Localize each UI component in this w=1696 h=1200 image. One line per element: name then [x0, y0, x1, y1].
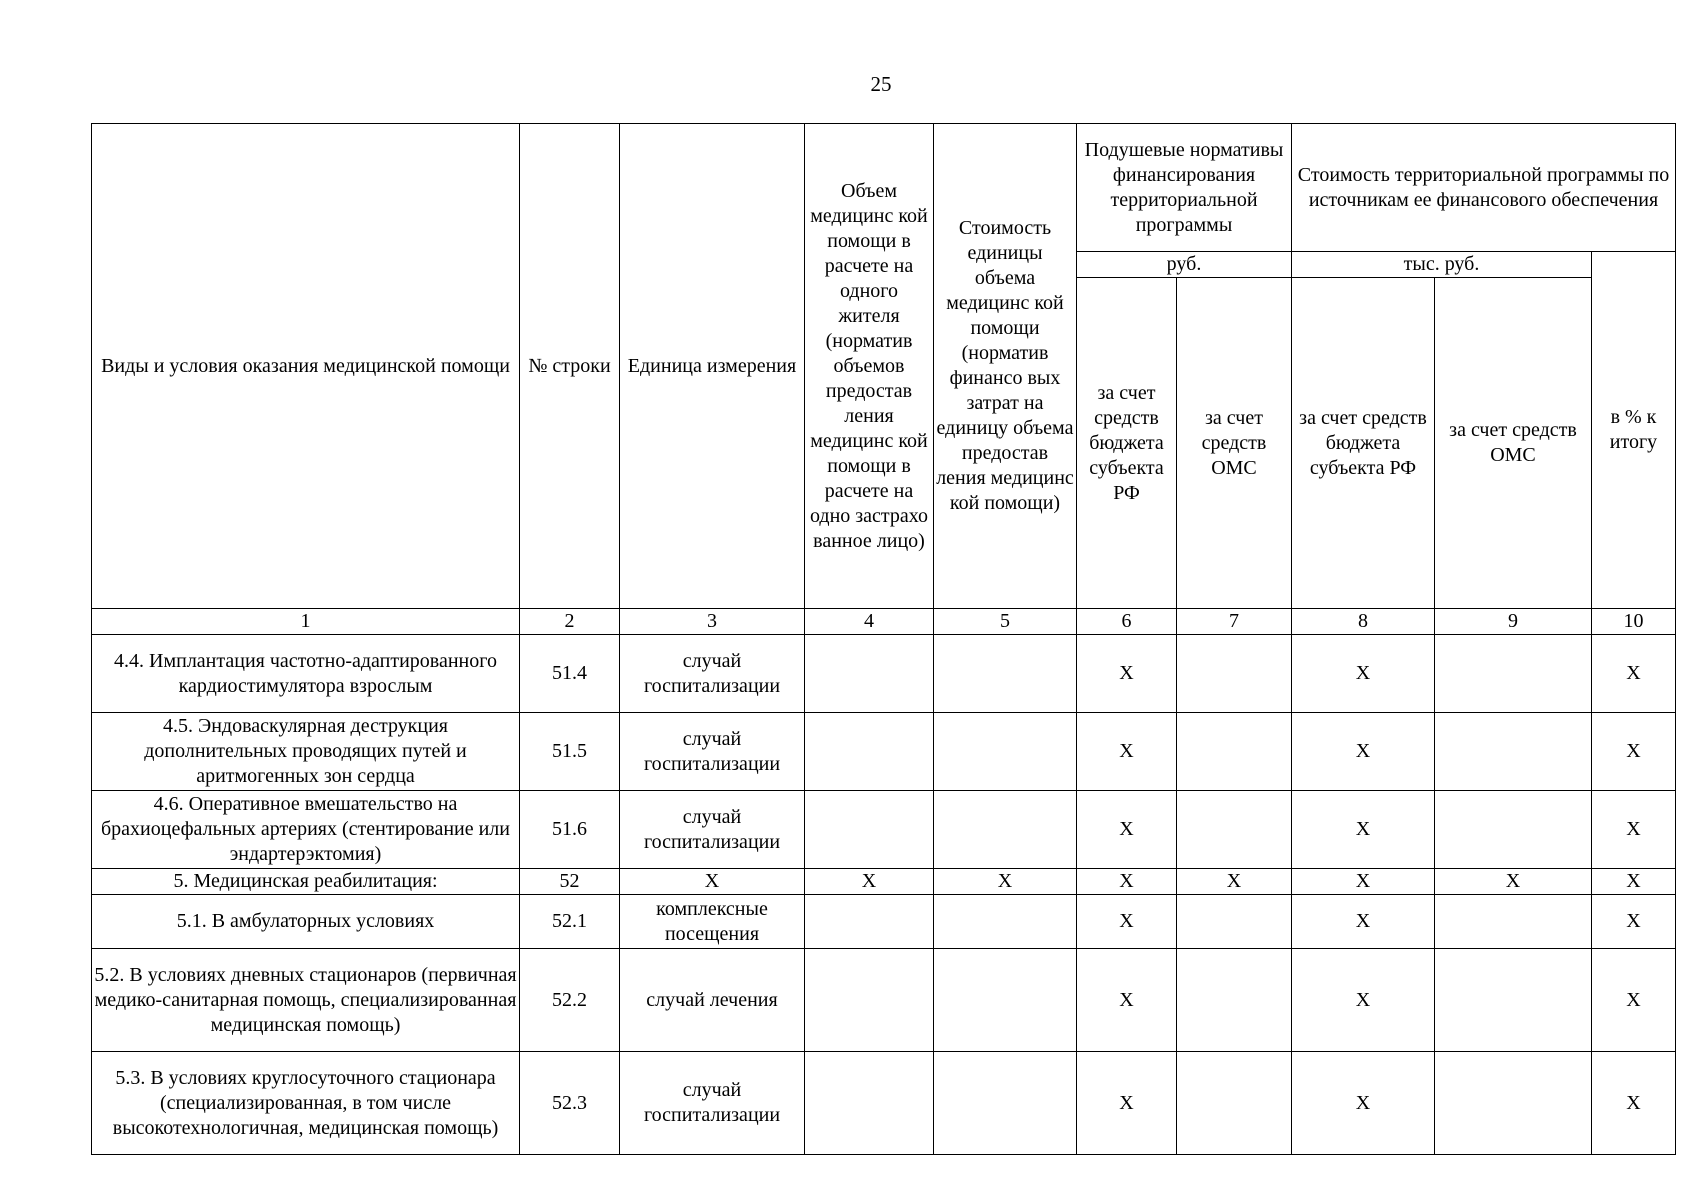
column-number: 8 — [1292, 609, 1435, 635]
table-row — [92, 869, 1676, 895]
header-percent-of-total: в % к итогу — [1592, 252, 1676, 609]
row-unit-cost: X — [934, 869, 1077, 895]
row-percent: X — [1592, 791, 1676, 869]
row-unit-cost — [934, 1052, 1077, 1155]
header-percapita-oms: за счет средств ОМС — [1177, 278, 1292, 609]
row-line-number: 52 — [520, 869, 620, 895]
column-number: 10 — [1592, 609, 1676, 635]
row-percent: X — [1592, 949, 1676, 1052]
row-unit: случай госпитализации — [620, 791, 805, 869]
row-percapita-budget: X — [1077, 791, 1177, 869]
row-cost-oms — [1435, 713, 1592, 791]
row-name: 5. Медицинская реабилитация: — [92, 869, 520, 895]
financing-table — [91, 123, 1676, 1155]
column-number: 9 — [1435, 609, 1592, 635]
row-name: 4.4. Имплантация частотно-адаптированного кардиостимулятора взрослым — [92, 635, 520, 713]
header-unit-thousand-rub: тыс. руб. — [1292, 252, 1592, 278]
row-unit: случай госпитализации — [620, 713, 805, 791]
row-cost-budget: X — [1292, 1052, 1435, 1155]
header-types-conditions: Виды и условия оказания медицинской помощи — [92, 124, 520, 609]
row-percapita-oms — [1177, 895, 1292, 949]
row-name: 5.1. В амбулаторных условиях — [92, 895, 520, 949]
row-unit-cost — [934, 635, 1077, 713]
table-row — [92, 895, 1676, 949]
row-percapita-oms — [1177, 635, 1292, 713]
column-number-row — [92, 609, 1676, 635]
row-cost-budget: X — [1292, 895, 1435, 949]
header-cost-budget: за счет средств бюджета субъекта РФ — [1292, 278, 1435, 609]
row-cost-budget: X — [1292, 869, 1435, 895]
row-volume — [805, 791, 934, 869]
row-percapita-oms — [1177, 1052, 1292, 1155]
row-cost-oms — [1435, 635, 1592, 713]
row-unit-cost — [934, 791, 1077, 869]
row-unit-cost — [934, 895, 1077, 949]
header-unit-cost: Стоимость единицы объема медицинс кой помощи (норматив финансо вых затрат на единицу объема предостав ления медицинс кой помощи) — [934, 124, 1077, 609]
column-number: 5 — [934, 609, 1077, 635]
row-line-number: 51.6 — [520, 791, 620, 869]
row-cost-oms — [1435, 791, 1592, 869]
header-unit: Единица измерения — [620, 124, 805, 609]
row-cost-budget: X — [1292, 713, 1435, 791]
table-row — [92, 713, 1676, 791]
row-percent: X — [1592, 713, 1676, 791]
table-row — [92, 791, 1676, 869]
column-number: 3 — [620, 609, 805, 635]
header-percapita-budget: за счет средств бюджета субъекта РФ — [1077, 278, 1177, 609]
row-percent: X — [1592, 869, 1676, 895]
column-number: 6 — [1077, 609, 1177, 635]
row-cost-budget: X — [1292, 791, 1435, 869]
row-unit: случай госпитализации — [620, 635, 805, 713]
row-name: 4.5. Эндоваскулярная деструкция дополнительных проводящих путей и аритмогенных зон сердца — [92, 713, 520, 791]
row-cost-budget: X — [1292, 949, 1435, 1052]
column-number: 4 — [805, 609, 934, 635]
header-cost-oms: за счет средств ОМС — [1435, 278, 1592, 609]
row-percapita-budget: X — [1077, 949, 1177, 1052]
row-volume: X — [805, 869, 934, 895]
row-line-number: 51.4 — [520, 635, 620, 713]
row-percapita-budget: X — [1077, 713, 1177, 791]
row-percent: X — [1592, 1052, 1676, 1155]
row-percapita-budget: X — [1077, 1052, 1177, 1155]
column-number: 1 — [92, 609, 520, 635]
row-percapita-budget: X — [1077, 895, 1177, 949]
page-number: 25 — [870, 72, 892, 96]
header-percapita-group: Подушевые нормативы финансирования территориальной программы — [1077, 124, 1292, 252]
row-percapita-oms — [1177, 791, 1292, 869]
row-name: 5.3. В условиях круглосуточного стационара (специализированная, в том числе высокотехнологичная, медицинская помощь) — [92, 1052, 520, 1155]
row-volume — [805, 1052, 934, 1155]
row-line-number: 52.2 — [520, 949, 620, 1052]
row-cost-budget: X — [1292, 635, 1435, 713]
row-volume — [805, 949, 934, 1052]
header-volume: Объем медицинс кой помощи в расчете на одного жителя (норматив объемов предостав ления медицинс кой помощи в расчете на одно застрахо ванное лицо) — [805, 124, 934, 609]
header-line-number: № строки — [520, 124, 620, 609]
row-unit: случай госпитализации — [620, 1052, 805, 1155]
row-unit-cost — [934, 949, 1077, 1052]
row-volume — [805, 635, 934, 713]
row-line-number: 52.3 — [520, 1052, 620, 1155]
row-percapita-budget: X — [1077, 869, 1177, 895]
row-percapita-budget: X — [1077, 635, 1177, 713]
row-line-number: 51.5 — [520, 713, 620, 791]
row-unit-cost — [934, 713, 1077, 791]
row-cost-oms — [1435, 949, 1592, 1052]
row-percapita-oms — [1177, 949, 1292, 1052]
column-number: 2 — [520, 609, 620, 635]
column-number: 7 — [1177, 609, 1292, 635]
row-unit: случай лечения — [620, 949, 805, 1052]
row-volume — [805, 713, 934, 791]
row-unit: X — [620, 869, 805, 895]
row-cost-oms: X — [1435, 869, 1592, 895]
row-percent: X — [1592, 895, 1676, 949]
table-row — [92, 949, 1676, 1052]
table-row — [92, 1052, 1676, 1155]
row-cost-oms — [1435, 895, 1592, 949]
row-percapita-oms — [1177, 713, 1292, 791]
header-unit-rub: руб. — [1077, 252, 1292, 278]
row-cost-oms — [1435, 1052, 1592, 1155]
row-percent: X — [1592, 635, 1676, 713]
header-cost-group: Стоимость территориальной программы по источникам ее финансового обеспечения — [1292, 124, 1676, 252]
row-name: 4.6. Оперативное вмешательство на брахиоцефальных артериях (стентирование или эндартерэктомия) — [92, 791, 520, 869]
row-percapita-oms: X — [1177, 869, 1292, 895]
row-volume — [805, 895, 934, 949]
row-name: 5.2. В условиях дневных стационаров (первичная медико-санитарная помощь, специализированная медицинская помощь) — [92, 949, 520, 1052]
row-unit: комплексные посещения — [620, 895, 805, 949]
table-row — [92, 635, 1676, 713]
row-line-number: 52.1 — [520, 895, 620, 949]
